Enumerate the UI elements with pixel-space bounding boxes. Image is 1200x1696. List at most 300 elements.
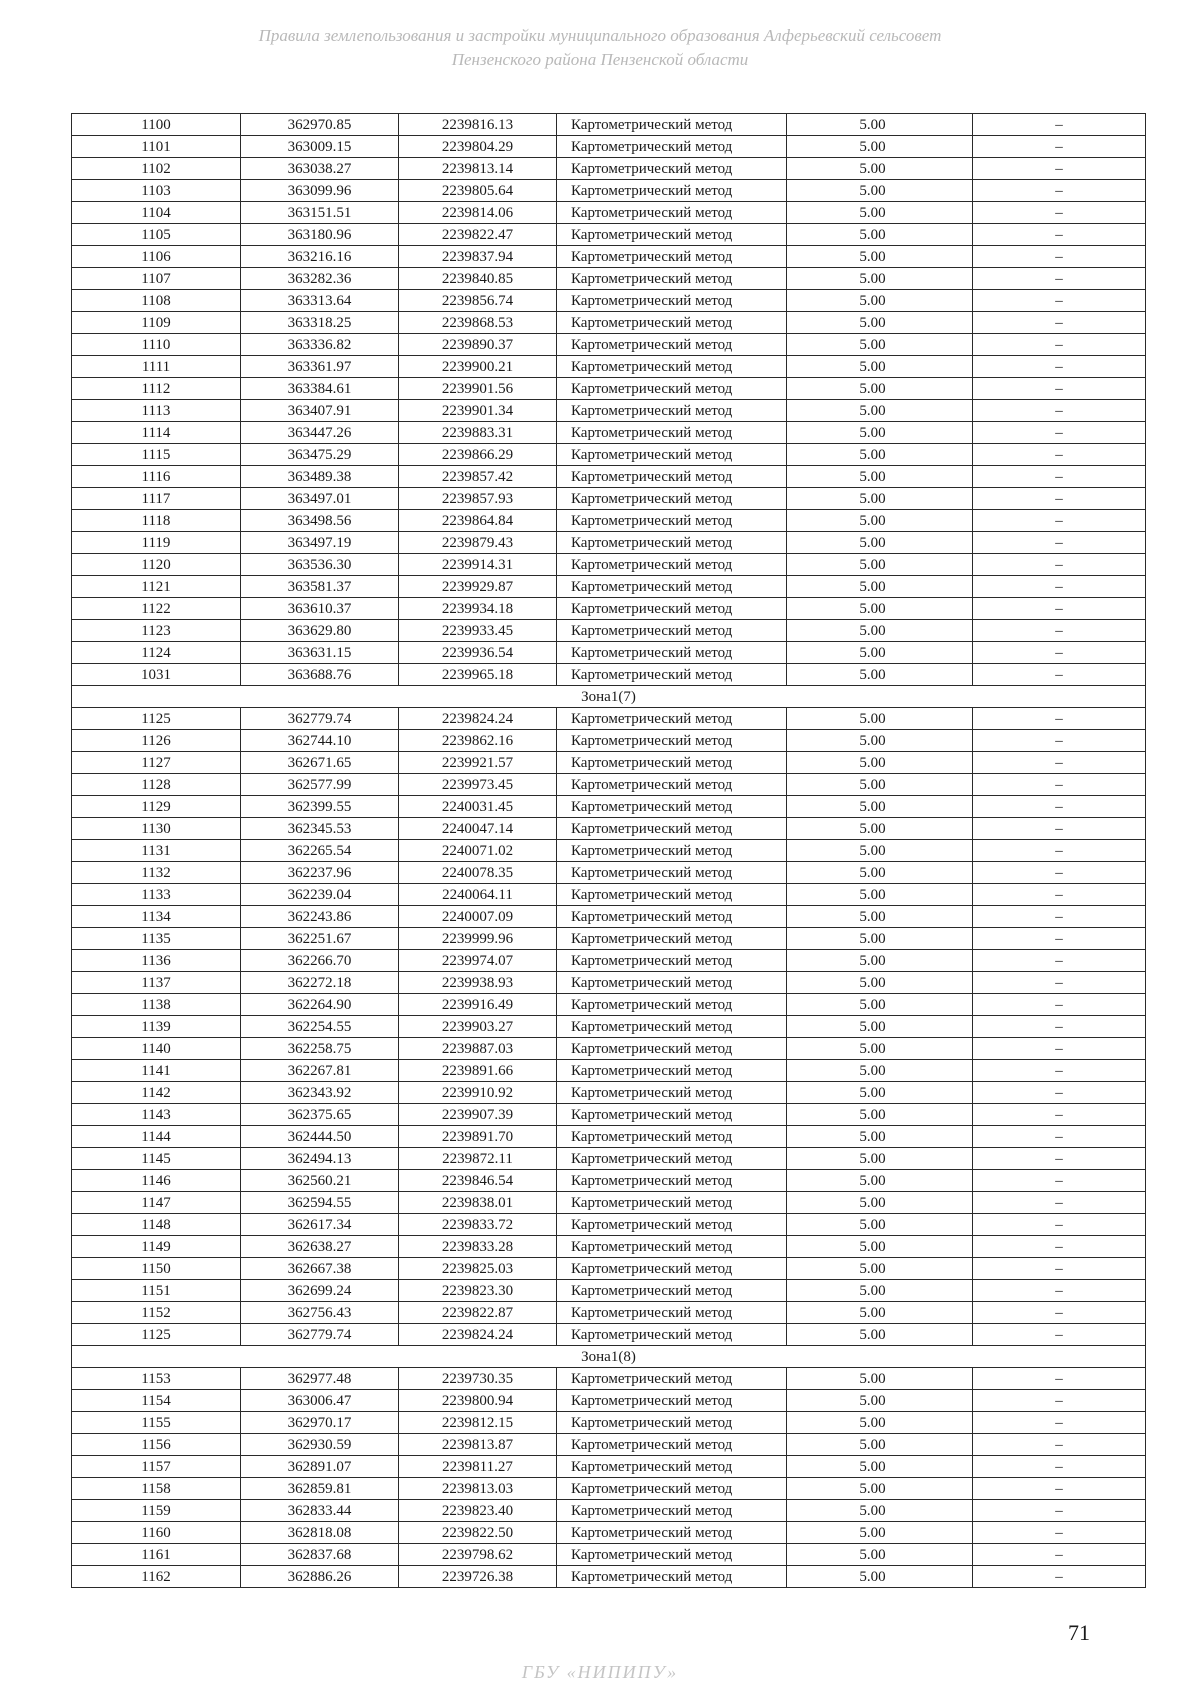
table-row xyxy=(72,1082,1146,1104)
x-coordinate-cell: 363282.36 xyxy=(241,268,399,290)
method-cell: Картометрический метод xyxy=(557,818,787,840)
point-number-cell: 1111 xyxy=(72,356,241,378)
precision-cell: 5.00 xyxy=(787,1566,973,1588)
table-row xyxy=(72,1390,1146,1412)
x-coordinate-cell: 363361.97 xyxy=(241,356,399,378)
x-coordinate-cell: 362243.86 xyxy=(241,906,399,928)
precision-cell: 5.00 xyxy=(787,1544,973,1566)
precision-cell: 5.00 xyxy=(787,488,973,510)
note-cell: – xyxy=(973,334,1146,356)
table-row xyxy=(72,488,1146,510)
precision-cell: 5.00 xyxy=(787,752,973,774)
note-cell: – xyxy=(973,1170,1146,1192)
table-row xyxy=(72,400,1146,422)
note-cell: – xyxy=(973,752,1146,774)
method-cell: Картометрический метод xyxy=(557,862,787,884)
point-number-cell: 1118 xyxy=(72,510,241,532)
y-coordinate-cell: 2239846.54 xyxy=(399,1170,557,1192)
note-cell: – xyxy=(973,422,1146,444)
table-row xyxy=(72,598,1146,620)
point-number-cell: 1126 xyxy=(72,730,241,752)
precision-cell: 5.00 xyxy=(787,510,973,532)
x-coordinate-cell: 363006.47 xyxy=(241,1390,399,1412)
note-cell: – xyxy=(973,796,1146,818)
precision-cell: 5.00 xyxy=(787,400,973,422)
method-cell: Картометрический метод xyxy=(557,1104,787,1126)
zone-header-row xyxy=(72,686,1146,708)
note-cell: – xyxy=(973,576,1146,598)
point-number-cell: 1142 xyxy=(72,1082,241,1104)
table-row xyxy=(72,1456,1146,1478)
note-cell: – xyxy=(973,1302,1146,1324)
point-number-cell: 1116 xyxy=(72,466,241,488)
y-coordinate-cell: 2239891.70 xyxy=(399,1126,557,1148)
method-cell: Картометрический метод xyxy=(557,708,787,730)
y-coordinate-cell: 2240064.11 xyxy=(399,884,557,906)
note-cell: – xyxy=(973,510,1146,532)
precision-cell: 5.00 xyxy=(787,356,973,378)
precision-cell: 5.00 xyxy=(787,1456,973,1478)
method-cell: Картометрический метод xyxy=(557,1434,787,1456)
note-cell: – xyxy=(973,1478,1146,1500)
table-row xyxy=(72,466,1146,488)
table-row xyxy=(72,1522,1146,1544)
table-row xyxy=(72,862,1146,884)
table-row xyxy=(72,840,1146,862)
x-coordinate-cell: 362577.99 xyxy=(241,774,399,796)
method-cell: Картометрический метод xyxy=(557,840,787,862)
precision-cell: 5.00 xyxy=(787,576,973,598)
method-cell: Картометрический метод xyxy=(557,620,787,642)
table-row xyxy=(72,1434,1146,1456)
precision-cell: 5.00 xyxy=(787,1192,973,1214)
precision-cell: 5.00 xyxy=(787,620,973,642)
precision-cell: 5.00 xyxy=(787,708,973,730)
x-coordinate-cell: 362891.07 xyxy=(241,1456,399,1478)
point-number-cell: 1100 xyxy=(72,114,241,136)
y-coordinate-cell: 2239910.92 xyxy=(399,1082,557,1104)
y-coordinate-cell: 2239936.54 xyxy=(399,642,557,664)
note-cell: – xyxy=(973,1258,1146,1280)
table-row xyxy=(72,994,1146,1016)
note-cell: – xyxy=(973,136,1146,158)
y-coordinate-cell: 2239938.93 xyxy=(399,972,557,994)
point-number-cell: 1157 xyxy=(72,1456,241,1478)
table-row xyxy=(72,422,1146,444)
method-cell: Картометрический метод xyxy=(557,928,787,950)
method-cell: Картометрический метод xyxy=(557,906,787,928)
y-coordinate-cell: 2239857.93 xyxy=(399,488,557,510)
y-coordinate-cell: 2239916.49 xyxy=(399,994,557,1016)
x-coordinate-cell: 363336.82 xyxy=(241,334,399,356)
y-coordinate-cell: 2239804.29 xyxy=(399,136,557,158)
table-row xyxy=(72,708,1146,730)
method-cell: Картометрический метод xyxy=(557,246,787,268)
x-coordinate-cell: 363151.51 xyxy=(241,202,399,224)
point-number-cell: 1103 xyxy=(72,180,241,202)
table-row xyxy=(72,1302,1146,1324)
point-number-cell: 1119 xyxy=(72,532,241,554)
note-cell: – xyxy=(973,532,1146,554)
precision-cell: 5.00 xyxy=(787,774,973,796)
x-coordinate-cell: 362756.43 xyxy=(241,1302,399,1324)
y-coordinate-cell: 2239866.29 xyxy=(399,444,557,466)
point-number-cell: 1150 xyxy=(72,1258,241,1280)
method-cell: Картометрический метод xyxy=(557,972,787,994)
x-coordinate-cell: 363009.15 xyxy=(241,136,399,158)
x-coordinate-cell: 362375.65 xyxy=(241,1104,399,1126)
x-coordinate-cell: 363497.19 xyxy=(241,532,399,554)
precision-cell: 5.00 xyxy=(787,1236,973,1258)
table-row xyxy=(72,1148,1146,1170)
precision-cell: 5.00 xyxy=(787,1038,973,1060)
point-number-cell: 1154 xyxy=(72,1390,241,1412)
note-cell: – xyxy=(973,114,1146,136)
point-number-cell: 1129 xyxy=(72,796,241,818)
precision-cell: 5.00 xyxy=(787,1016,973,1038)
x-coordinate-cell: 363610.37 xyxy=(241,598,399,620)
method-cell: Картометрический метод xyxy=(557,290,787,312)
method-cell: Картометрический метод xyxy=(557,642,787,664)
point-number-cell: 1105 xyxy=(72,224,241,246)
point-number-cell: 1151 xyxy=(72,1280,241,1302)
method-cell: Картометрический метод xyxy=(557,994,787,1016)
method-cell: Картометрический метод xyxy=(557,114,787,136)
y-coordinate-cell: 2239837.94 xyxy=(399,246,557,268)
x-coordinate-cell: 363099.96 xyxy=(241,180,399,202)
precision-cell: 5.00 xyxy=(787,378,973,400)
y-coordinate-cell: 2239813.87 xyxy=(399,1434,557,1456)
point-number-cell: 1106 xyxy=(72,246,241,268)
y-coordinate-cell: 2240078.35 xyxy=(399,862,557,884)
point-number-cell: 1147 xyxy=(72,1192,241,1214)
x-coordinate-cell: 362266.70 xyxy=(241,950,399,972)
x-coordinate-cell: 362667.38 xyxy=(241,1258,399,1280)
table-row xyxy=(72,158,1146,180)
table-row xyxy=(72,576,1146,598)
table-row xyxy=(72,1566,1146,1588)
y-coordinate-cell: 2239872.11 xyxy=(399,1148,557,1170)
table-row xyxy=(72,1368,1146,1390)
note-cell: – xyxy=(973,928,1146,950)
note-cell: – xyxy=(973,1544,1146,1566)
table-row xyxy=(72,1192,1146,1214)
y-coordinate-cell: 2239840.85 xyxy=(399,268,557,290)
precision-cell: 5.00 xyxy=(787,466,973,488)
table-row xyxy=(72,730,1146,752)
note-cell: – xyxy=(973,1500,1146,1522)
note-cell: – xyxy=(973,884,1146,906)
y-coordinate-cell: 2239805.64 xyxy=(399,180,557,202)
method-cell: Картометрический метод xyxy=(557,774,787,796)
table-row xyxy=(72,378,1146,400)
table-row xyxy=(72,1412,1146,1434)
point-number-cell: 1143 xyxy=(72,1104,241,1126)
point-number-cell: 1135 xyxy=(72,928,241,950)
precision-cell: 5.00 xyxy=(787,598,973,620)
y-coordinate-cell: 2239822.87 xyxy=(399,1302,557,1324)
note-cell: – xyxy=(973,950,1146,972)
point-number-cell: 1144 xyxy=(72,1126,241,1148)
precision-cell: 5.00 xyxy=(787,994,973,1016)
table-row xyxy=(72,818,1146,840)
precision-cell: 5.00 xyxy=(787,202,973,224)
x-coordinate-cell: 362617.34 xyxy=(241,1214,399,1236)
y-coordinate-cell: 2239838.01 xyxy=(399,1192,557,1214)
page-footer: ГБУ «НИПИПУ» xyxy=(521,1662,679,1682)
point-number-cell: 1137 xyxy=(72,972,241,994)
precision-cell: 5.00 xyxy=(787,1522,973,1544)
note-cell: – xyxy=(973,488,1146,510)
y-coordinate-cell: 2239833.72 xyxy=(399,1214,557,1236)
note-cell: – xyxy=(973,994,1146,1016)
y-coordinate-cell: 2239824.24 xyxy=(399,1324,557,1346)
precision-cell: 5.00 xyxy=(787,664,973,686)
point-number-cell: 1145 xyxy=(72,1148,241,1170)
point-number-cell: 1133 xyxy=(72,884,241,906)
note-cell: – xyxy=(973,708,1146,730)
y-coordinate-cell: 2239726.38 xyxy=(399,1566,557,1588)
method-cell: Картометрический метод xyxy=(557,730,787,752)
y-coordinate-cell: 2239887.03 xyxy=(399,1038,557,1060)
precision-cell: 5.00 xyxy=(787,180,973,202)
y-coordinate-cell: 2239973.45 xyxy=(399,774,557,796)
table-row xyxy=(72,356,1146,378)
y-coordinate-cell: 2239813.14 xyxy=(399,158,557,180)
precision-cell: 5.00 xyxy=(787,1148,973,1170)
note-cell: – xyxy=(973,818,1146,840)
x-coordinate-cell: 363688.76 xyxy=(241,664,399,686)
method-cell: Картометрический метод xyxy=(557,884,787,906)
table-row xyxy=(72,1478,1146,1500)
x-coordinate-cell: 362818.08 xyxy=(241,1522,399,1544)
x-coordinate-cell: 362779.74 xyxy=(241,1324,399,1346)
table-row xyxy=(72,1544,1146,1566)
x-coordinate-cell: 362264.90 xyxy=(241,994,399,1016)
zone-label: Зона1(8) xyxy=(72,1346,1146,1368)
x-coordinate-cell: 363216.16 xyxy=(241,246,399,268)
method-cell: Картометрический метод xyxy=(557,1170,787,1192)
point-number-cell: 1125 xyxy=(72,1324,241,1346)
point-number-cell: 1132 xyxy=(72,862,241,884)
x-coordinate-cell: 363447.26 xyxy=(241,422,399,444)
method-cell: Картометрический метод xyxy=(557,1302,787,1324)
method-cell: Картометрический метод xyxy=(557,1456,787,1478)
page-header xyxy=(150,24,1050,72)
method-cell: Картометрический метод xyxy=(557,1060,787,1082)
table-row xyxy=(72,246,1146,268)
precision-cell: 5.00 xyxy=(787,950,973,972)
x-coordinate-cell: 363497.01 xyxy=(241,488,399,510)
note-cell: – xyxy=(973,1236,1146,1258)
point-number-cell: 1122 xyxy=(72,598,241,620)
point-number-cell: 1108 xyxy=(72,290,241,312)
table-row xyxy=(72,1236,1146,1258)
note-cell: – xyxy=(973,312,1146,334)
point-number-cell: 1120 xyxy=(72,554,241,576)
point-number-cell: 1140 xyxy=(72,1038,241,1060)
note-cell: – xyxy=(973,1522,1146,1544)
point-number-cell: 1104 xyxy=(72,202,241,224)
method-cell: Картометрический метод xyxy=(557,136,787,158)
method-cell: Картометрический метод xyxy=(557,664,787,686)
y-coordinate-cell: 2239823.30 xyxy=(399,1280,557,1302)
note-cell: – xyxy=(973,620,1146,642)
y-coordinate-cell: 2239822.50 xyxy=(399,1522,557,1544)
y-coordinate-cell: 2240047.14 xyxy=(399,818,557,840)
x-coordinate-cell: 362594.55 xyxy=(241,1192,399,1214)
method-cell: Картометрический метод xyxy=(557,1544,787,1566)
note-cell: – xyxy=(973,642,1146,664)
method-cell: Картометрический метод xyxy=(557,1236,787,1258)
method-cell: Картометрический метод xyxy=(557,510,787,532)
x-coordinate-cell: 363581.37 xyxy=(241,576,399,598)
note-cell: – xyxy=(973,1368,1146,1390)
method-cell: Картометрический метод xyxy=(557,356,787,378)
x-coordinate-cell: 362833.44 xyxy=(241,1500,399,1522)
note-cell: – xyxy=(973,1280,1146,1302)
x-coordinate-cell: 363631.15 xyxy=(241,642,399,664)
point-number-cell: 1101 xyxy=(72,136,241,158)
precision-cell: 5.00 xyxy=(787,554,973,576)
precision-cell: 5.00 xyxy=(787,972,973,994)
note-cell: – xyxy=(973,840,1146,862)
method-cell: Картометрический метод xyxy=(557,598,787,620)
precision-cell: 5.00 xyxy=(787,1390,973,1412)
point-number-cell: 1128 xyxy=(72,774,241,796)
table-row xyxy=(72,950,1146,972)
precision-cell: 5.00 xyxy=(787,1258,973,1280)
table-row xyxy=(72,972,1146,994)
point-number-cell: 1134 xyxy=(72,906,241,928)
precision-cell: 5.00 xyxy=(787,1478,973,1500)
x-coordinate-cell: 362444.50 xyxy=(241,1126,399,1148)
precision-cell: 5.00 xyxy=(787,642,973,664)
point-number-cell: 1123 xyxy=(72,620,241,642)
note-cell: – xyxy=(973,862,1146,884)
table-row xyxy=(72,510,1146,532)
x-coordinate-cell: 363475.29 xyxy=(241,444,399,466)
note-cell: – xyxy=(973,1148,1146,1170)
note-cell: – xyxy=(973,290,1146,312)
y-coordinate-cell: 2239901.56 xyxy=(399,378,557,400)
method-cell: Картометрический метод xyxy=(557,268,787,290)
point-number-cell: 1139 xyxy=(72,1016,241,1038)
method-cell: Картометрический метод xyxy=(557,422,787,444)
method-cell: Картометрический метод xyxy=(557,1500,787,1522)
point-number-cell: 1107 xyxy=(72,268,241,290)
x-coordinate-cell: 362930.59 xyxy=(241,1434,399,1456)
table-row xyxy=(72,1104,1146,1126)
y-coordinate-cell: 2239812.15 xyxy=(399,1412,557,1434)
note-cell: – xyxy=(973,1412,1146,1434)
point-number-cell: 1109 xyxy=(72,312,241,334)
note-cell: – xyxy=(973,1038,1146,1060)
y-coordinate-cell: 2239907.39 xyxy=(399,1104,557,1126)
note-cell: – xyxy=(973,400,1146,422)
note-cell: – xyxy=(973,598,1146,620)
x-coordinate-cell: 362251.67 xyxy=(241,928,399,950)
x-coordinate-cell: 362239.04 xyxy=(241,884,399,906)
y-coordinate-cell: 2239814.06 xyxy=(399,202,557,224)
precision-cell: 5.00 xyxy=(787,1324,973,1346)
table-row xyxy=(72,268,1146,290)
method-cell: Картометрический метод xyxy=(557,752,787,774)
precision-cell: 5.00 xyxy=(787,268,973,290)
x-coordinate-cell: 362399.55 xyxy=(241,796,399,818)
precision-cell: 5.00 xyxy=(787,1500,973,1522)
precision-cell: 5.00 xyxy=(787,1170,973,1192)
y-coordinate-cell: 2239965.18 xyxy=(399,664,557,686)
y-coordinate-cell: 2240071.02 xyxy=(399,840,557,862)
y-coordinate-cell: 2239824.24 xyxy=(399,708,557,730)
note-cell: – xyxy=(973,158,1146,180)
table-row xyxy=(72,620,1146,642)
y-coordinate-cell: 2239833.28 xyxy=(399,1236,557,1258)
x-coordinate-cell: 362779.74 xyxy=(241,708,399,730)
point-number-cell: 1031 xyxy=(72,664,241,686)
point-number-cell: 1117 xyxy=(72,488,241,510)
precision-cell: 5.00 xyxy=(787,158,973,180)
y-coordinate-cell: 2239800.94 xyxy=(399,1390,557,1412)
point-number-cell: 1148 xyxy=(72,1214,241,1236)
point-number-cell: 1158 xyxy=(72,1478,241,1500)
precision-cell: 5.00 xyxy=(787,136,973,158)
x-coordinate-cell: 363318.25 xyxy=(241,312,399,334)
method-cell: Картометрический метод xyxy=(557,532,787,554)
x-coordinate-cell: 362258.75 xyxy=(241,1038,399,1060)
precision-cell: 5.00 xyxy=(787,1082,973,1104)
method-cell: Картометрический метод xyxy=(557,202,787,224)
note-cell: – xyxy=(973,1324,1146,1346)
precision-cell: 5.00 xyxy=(787,730,973,752)
x-coordinate-cell: 362886.26 xyxy=(241,1566,399,1588)
coordinates-table xyxy=(71,113,1146,1588)
x-coordinate-cell: 362970.17 xyxy=(241,1412,399,1434)
note-cell: – xyxy=(973,1082,1146,1104)
method-cell: Картометрический метод xyxy=(557,444,787,466)
table-row xyxy=(72,290,1146,312)
method-cell: Картометрический метод xyxy=(557,1258,787,1280)
note-cell: – xyxy=(973,378,1146,400)
table-row xyxy=(72,1060,1146,1082)
x-coordinate-cell: 362494.13 xyxy=(241,1148,399,1170)
precision-cell: 5.00 xyxy=(787,224,973,246)
y-coordinate-cell: 2239857.42 xyxy=(399,466,557,488)
point-number-cell: 1149 xyxy=(72,1236,241,1258)
precision-cell: 5.00 xyxy=(787,114,973,136)
method-cell: Картометрический метод xyxy=(557,1412,787,1434)
method-cell: Картометрический метод xyxy=(557,180,787,202)
y-coordinate-cell: 2239890.37 xyxy=(399,334,557,356)
precision-cell: 5.00 xyxy=(787,928,973,950)
point-number-cell: 1130 xyxy=(72,818,241,840)
y-coordinate-cell: 2239825.03 xyxy=(399,1258,557,1280)
y-coordinate-cell: 2239921.57 xyxy=(399,752,557,774)
point-number-cell: 1102 xyxy=(72,158,241,180)
x-coordinate-cell: 363407.91 xyxy=(241,400,399,422)
x-coordinate-cell: 362254.55 xyxy=(241,1016,399,1038)
note-cell: – xyxy=(973,1214,1146,1236)
method-cell: Картометрический метод xyxy=(557,378,787,400)
table-row xyxy=(72,774,1146,796)
table-row xyxy=(72,1280,1146,1302)
note-cell: – xyxy=(973,246,1146,268)
method-cell: Картометрический метод xyxy=(557,400,787,422)
y-coordinate-cell: 2239900.21 xyxy=(399,356,557,378)
method-cell: Картометрический метод xyxy=(557,1082,787,1104)
note-cell: – xyxy=(973,774,1146,796)
